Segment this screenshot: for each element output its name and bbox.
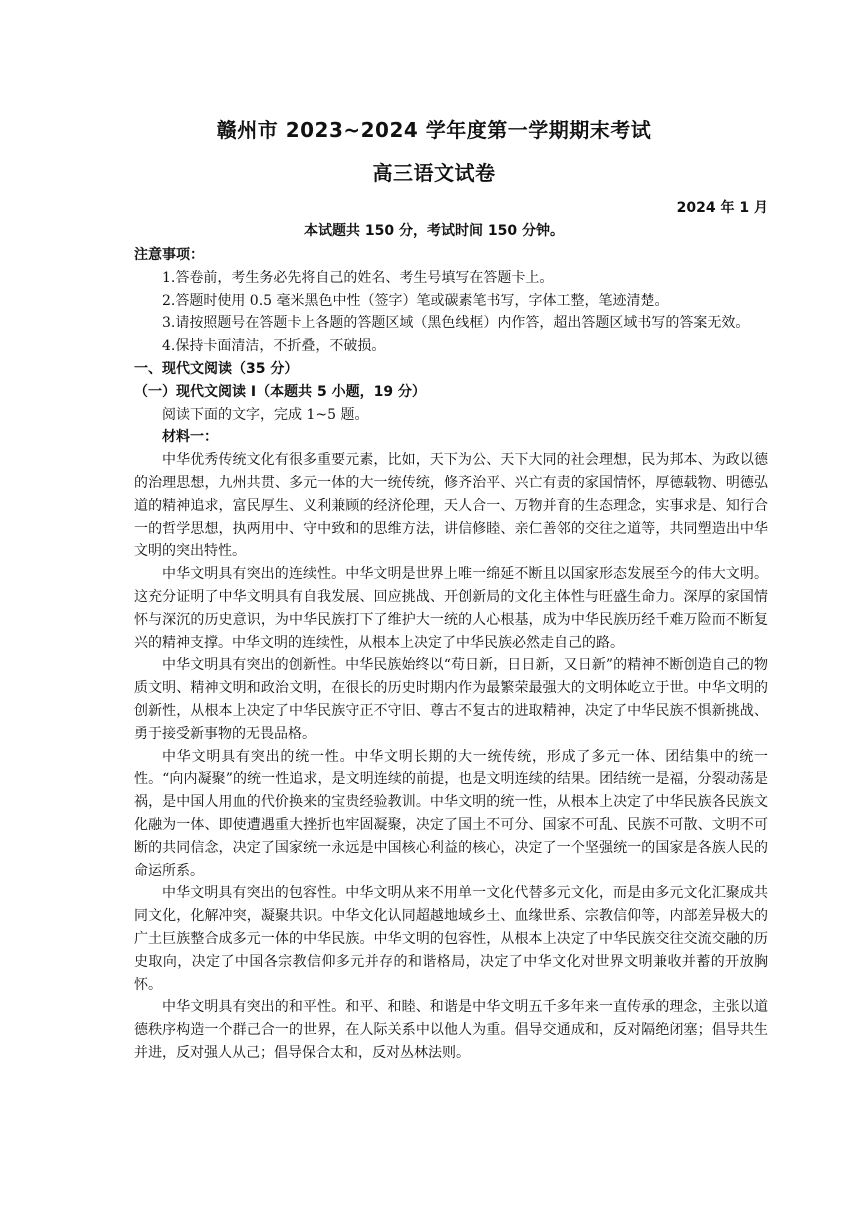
exam-subtitle: 高三语文试卷 [372, 161, 496, 185]
section-subheading: （一）现代文阅读 I（本题共 5 小题，19 分） [134, 383, 426, 400]
material-paragraph: 中华文明具有突出的包容性。中华文明从来不用单一文化代替多元文化，而是由多元文化汇聚成共同文化，化解冲突，凝聚共识。中华文化认同超越地域乡土、血缘世系、宗教信仰等，内部差异极大的广土巨族整合成多元一体的中华民族。中华文明的包容性，从根本上决定了中华民族交往交流交融的历史取向，决定了中国各宗教信仰多元并存的和谐格局，决定了中华文化对世界文明兼收并蓄的开放胸怀。 [134, 885, 768, 993]
material-label: 材料一： [162, 429, 218, 446]
notice-item: 1.答卷前，考生务必先将自己的姓名、考生号填写在答题卡上。 [162, 269, 554, 286]
material-paragraph: 中华文明具有突出的创新性。中华民族始终以“苟日新，日日新，又日新”的精神不断创造自己的物质文明、精神文明和政治文明，在很长的历史时期内作为最繁荣最强大的文明体屹立于世。中华文明的创新性，从根本上决定了中华民族守正不守旧、尊古不复古的进取精神，决定了中华民族不惧新挑战、勇于接受新事物的无畏品格。 [134, 657, 768, 742]
exam-title: 赣州市 2023~2024 学年度第一学期期末考试 [216, 118, 652, 142]
notice-item: 4.保持卡面清洁，不折叠，不破损。 [162, 338, 386, 355]
exam-info: 本试题共 150 分，考试时间 150 分钟。 [304, 223, 564, 239]
notice-item: 3.请按照题号在答题卡上各题的答题区域（黑色线框）内作答，超出答题区域书写的答案无效。 [162, 315, 750, 332]
material-paragraph: 中华文明具有突出的统一性。中华文明长期的大一统传统，形成了多元一体、团结集中的统一性。“向内凝聚”的统一性追求，是文明连续的前提，也是文明连续的结果。团结统一是福，分裂动荡是祸，是中国人用血的代价换来的宝贵经验教训。中华文明的统一性，从根本上决定了中华民族各民族文化融为一体、即使遭遇重大挫折也牢固凝聚，决定了国土不可分、国家不可乱、民族不可散、文明不可断的共同信念，决定了国家统一永远是中国核心利益的核心，决定了一个坚强统一的国家是各族人民的命运所系。 [134, 748, 768, 879]
material-paragraph: 中华优秀传统文化有很多重要元素，比如，天下为公、天下大同的社会理想，民为邦本、为政以德的治理思想，九州共贯、多元一体的大一统传统，修齐治平、兴亡有责的家国情怀，厚德载物、明德弘道的精神追求，富民厚生、义利兼顾的经济伦理，天人合一、万物并育的生态理念，实事求是、知行合一的哲学思想，执两用中、守中致和的思维方法，讲信修睦、亲仁善邻的交往之道等，共同塑造出中华文明的突出特性。 [134, 452, 768, 560]
notice-item: 2.答题时使用 0.5 毫米黑色中性（签字）笔或碳素笔书写，字体工整，笔迹清楚。 [162, 292, 669, 309]
section-heading: 一、现代文阅读（35 分） [134, 360, 299, 377]
material-paragraph: 中华文明具有突出的和平性。和平、和睦、和谐是中华文明五千多年来一直传承的理念，主张以道德秩序构造一个群己合一的世界，在人际关系中以他人为重。倡导交通成和，反对隔绝闭塞；倡导共生并进，反对强人从己；倡导保合太和，反对丛林法则。 [134, 999, 768, 1061]
notice-label: 注意事项： [134, 247, 204, 263]
exam-date: 2024 年 1 月 [676, 200, 768, 216]
exam-body [134, 244, 768, 1065]
material-paragraph: 中华文明具有突出的连续性。中华文明是世界上唯一绵延不断且以国家形态发展至今的伟大文明。这充分证明了中华文明具有自我发展、回应挑战、开创新局的文化主体性与旺盛生命力。深厚的家国情怀与深沉的历史意识，为中华民族打下了维护大一统的人心根基，成为中华民族历经千难万险而不断复兴的精神支撑。中华文明的连续性，从根本上决定了中华民族必然走自己的路。 [134, 566, 768, 651]
reading-instruction: 阅读下面的文字，完成 1~5 题。 [162, 406, 369, 423]
